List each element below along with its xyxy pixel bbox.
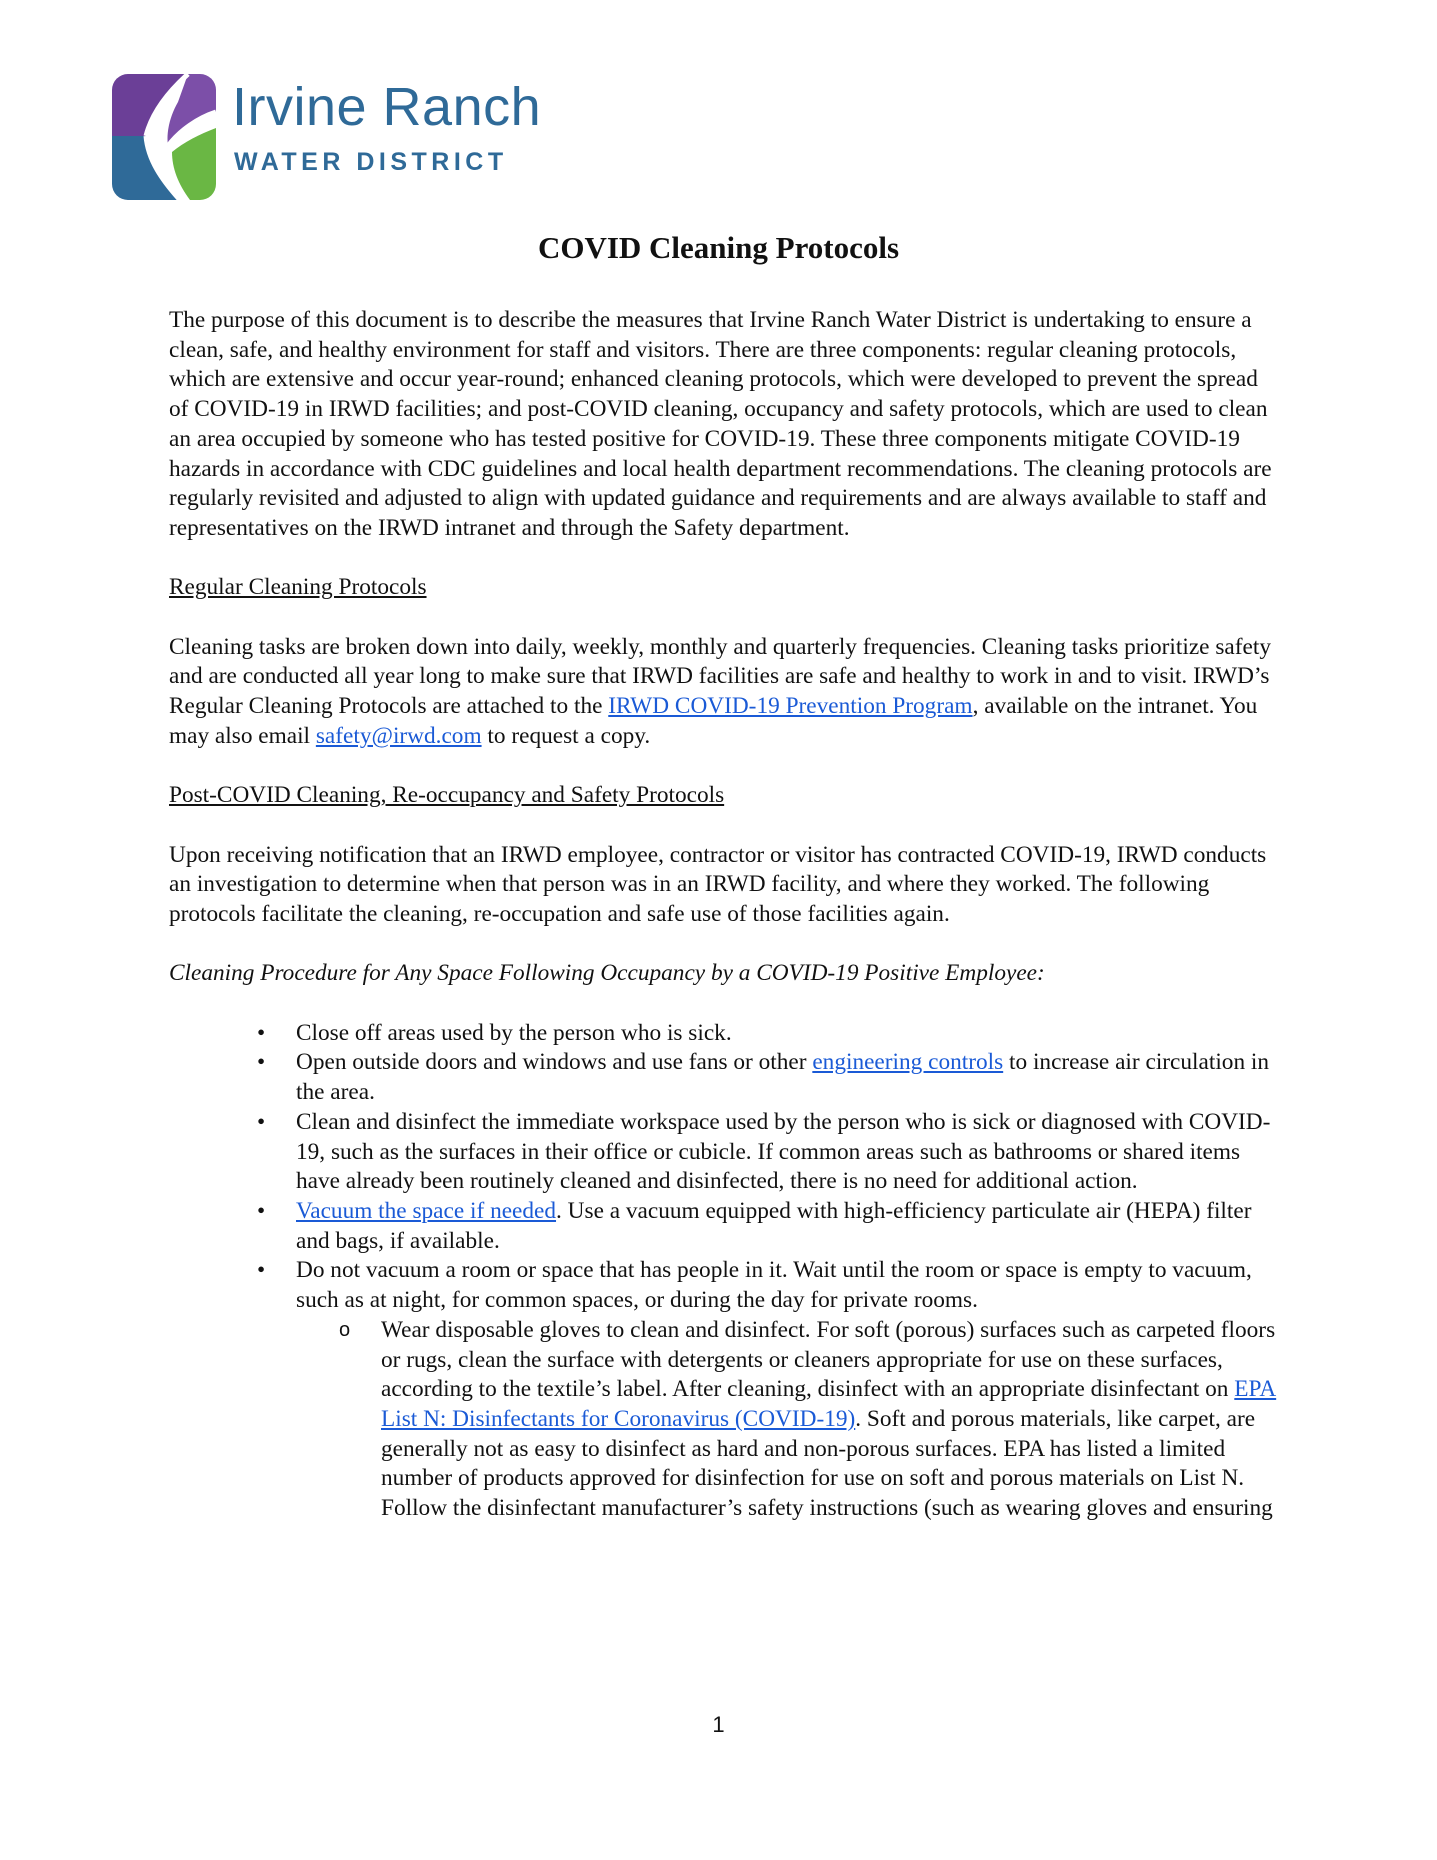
list-item-text: Close off areas used by the person who is sick. — [296, 1019, 732, 1046]
prevention-program-link[interactable]: IRWD COVID-19 Prevention Program — [608, 693, 973, 720]
logo-name: Irvine Ranch — [232, 77, 542, 137]
list-item-text: Clean and disinfect the immediate workspace used by the person who is sick or diagnosed with COVID-19, such as the surfaces in their office or cubicle. If common areas such as bathrooms or shared items have already been routinely cleaned and disinfected, there is no need for additional action. — [296, 1108, 1271, 1195]
regular-text-3: to request a copy. — [481, 722, 651, 749]
sub-list-item-text: Wear disposable gloves to clean and disinfect. For soft (porous) surfaces such as carpeted floors or rugs, clean the surface with detergents or cleaners appropriate for use on these surfaces, according to the textile’s label. After cleaning, disinfect with an appropriate disinfectant on — [381, 1316, 1276, 1403]
regular-paragraph — [169, 633, 1279, 752]
sub-bullet-marker: o — [339, 1318, 351, 1341]
list-item-text: to increase air circulation in the area. — [296, 1049, 1270, 1106]
sub-list-item-text: . Soft and porous materials, like carpet, are generally not as easy to disinfect as hard and non-porous surfaces. EPA has listed a limited number of products approved for disinfection for use on soft and porous materials on List N. Follow the disinfectant manufacturer’s safety instructions (such as wearing gloves and ensuring — [381, 1405, 1273, 1522]
list-item-text: Open outside doors and windows and use fans or other — [296, 1049, 813, 1076]
sub-list-item — [339, 1316, 1279, 1524]
safety-email-link[interactable]: safety@irwd.com — [315, 722, 482, 749]
list-item — [257, 1256, 1279, 1523]
engineering-controls-link[interactable]: engineering controls — [812, 1049, 1004, 1076]
regular-text-1: Cleaning tasks are broken down into daily, weekly, monthly and quarterly frequencies. Cleaning tasks prioritize safety and are conducted all year long to make sure that IRWD facilities are safe and healthy to work in and to visit. IRWD’s Regular Cleaning Protocols are attached to the — [169, 633, 1271, 720]
bullet-marker: • — [257, 1049, 266, 1076]
sub-list — [296, 1316, 1279, 1524]
epa-list-n-link[interactable]: EPA List N: Disinfectants for Coronavirus (COVID-19) — [381, 1376, 1277, 1432]
logo-subtitle: WATER DISTRICT — [234, 148, 508, 176]
page-number: 1 — [712, 1712, 725, 1737]
regular-heading: Regular Cleaning Protocols — [169, 574, 427, 601]
post-covid-heading: Post-COVID Cleaning, Re-occupancy and Safety Protocols — [169, 782, 725, 809]
list-item — [257, 1048, 1279, 1107]
document-body — [169, 306, 1279, 1524]
page-title: COVID Cleaning Protocols — [537, 230, 900, 265]
post-covid-paragraph: Upon receiving notification that an IRWD employee, contractor or visitor has contracted COVID-19, IRWD conducts an investigation to determine when that person was in an IRWD facility, and where they worked. The following protocols facilitate the cleaning, re-occupation and safe use of those facilities again. — [169, 841, 1267, 927]
bullet-marker: • — [257, 1198, 266, 1224]
regular-text-2: , available on the intranet. You may also email — [169, 693, 1258, 749]
list-item — [257, 1108, 1279, 1197]
bullet-marker: • — [257, 1108, 266, 1135]
bullet-marker: • — [257, 1257, 266, 1284]
list-item — [257, 1019, 1279, 1049]
procedure-heading: Cleaning Procedure for Any Space Following Occupancy by a COVID-19 Positive Employee: — [169, 960, 1045, 987]
vacuum-link[interactable]: Vacuum the space if needed — [296, 1198, 557, 1224]
procedure-list — [169, 1019, 1279, 1524]
list-item — [257, 1197, 1279, 1256]
intro-paragraph: The purpose of this document is to describe the measures that Irvine Ranch Water District is undertaking to ensure a clean, safe, and healthy environment for staff and visitors. There are three components: regular cleaning protocols, which are extensive and occur year-round; enhanced cleaning protocols, which were developed to prevent the spread of COVID-19 in IRWD facilities; and post-COVID cleaning, occupancy and safety protocols, which are used to clean an area occupied by someone who has tested positive for COVID-19. These three components mitigate COVID-19 hazards in accordance with CDC guidelines and local health department recommendations. The cleaning protocols are regularly revisited and adjusted to align with updated guidance and requirements and are always available to staff and representatives on the IRWD intranet and through the Safety department. — [169, 307, 1272, 541]
irwd-logo-mark-icon — [108, 72, 220, 202]
list-item-text: Do not vacuum a room or space that has people in it. Wait until the room or space is empty to vacuum, such as at night, for common spaces, or during the day for private rooms. — [296, 1257, 1252, 1314]
bullet-marker: • — [257, 1019, 266, 1046]
irwd-logo — [108, 70, 542, 210]
list-item-text: . Use a vacuum equipped with high-efficiency particulate air (HEPA) filter and bags, if available. — [296, 1198, 1252, 1254]
